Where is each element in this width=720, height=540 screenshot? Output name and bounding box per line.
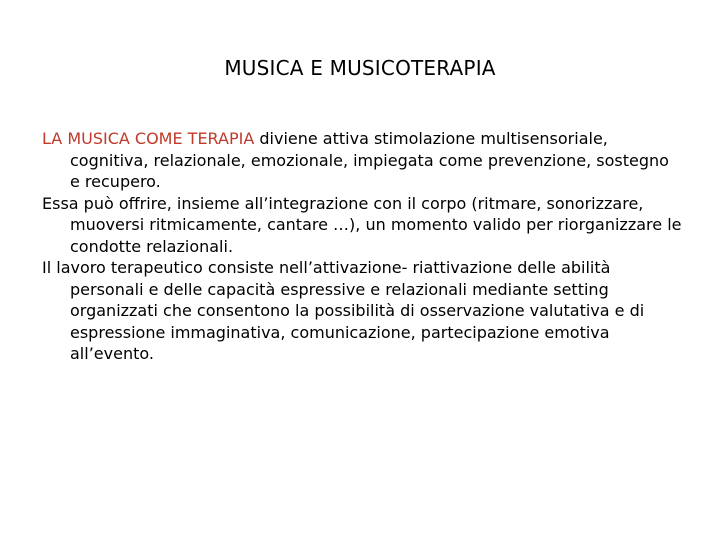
- paragraph-text: diviene attiva stimolazione multisensoriale, cognitiva, relazionale, emozionale, impiegata come prevenzione, sostegno e recupero.: [70, 129, 669, 191]
- paragraph-lavoro-terapeutico: [42, 257, 682, 365]
- paragraph-text: Il lavoro terapeutico consiste nell’attivazione- riattivazione delle abilità personali e delle capacità espressive e relazionali mediante setting organizzati che consentono la possibilità di osservazione valutativa e di espressione immaginativa, comunicazione, partecipazione emotiva all’evento.: [42, 258, 645, 363]
- highlighted-phrase: LA MUSICA COME TERAPIA: [42, 129, 255, 148]
- slide-body: [42, 128, 682, 365]
- paragraph-text: Essa può offrire, insieme all’integrazione con il corpo (ritmare, sonorizzare, muoversi ritmicamente, cantare …), un momento valido per riorganizzare le condotte relazionali.: [42, 193, 682, 256]
- slide-title: MUSICA E MUSICOTERAPIA: [224, 56, 496, 80]
- paragraph-musica-terapia: [42, 128, 682, 193]
- paragraph-offerta: [42, 193, 682, 258]
